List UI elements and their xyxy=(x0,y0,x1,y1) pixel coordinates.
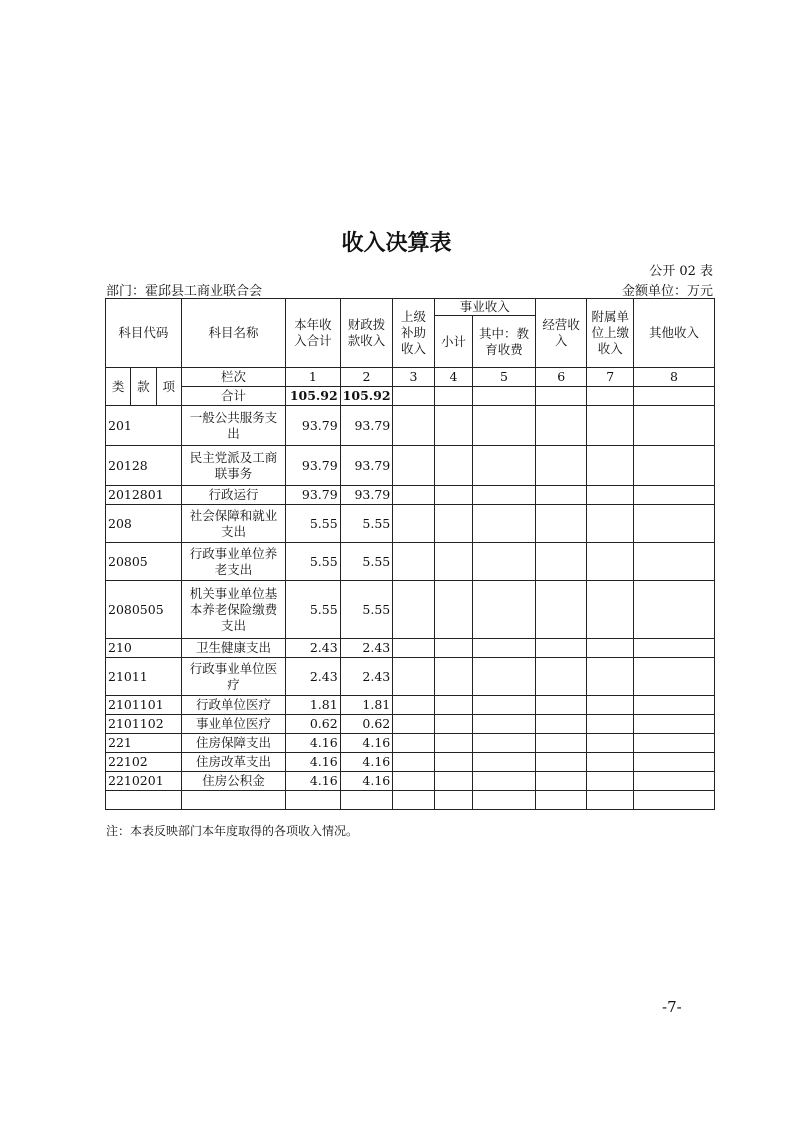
unit-label: 金额单位：万元 xyxy=(621,284,713,299)
row-total: 4.16 xyxy=(286,753,341,772)
empty-cell xyxy=(634,658,715,696)
empty-cell xyxy=(434,446,472,486)
row-total: 4.16 xyxy=(286,734,341,753)
empty-cell xyxy=(634,543,715,581)
empty-cell xyxy=(587,753,634,772)
empty-cell xyxy=(473,505,536,543)
empty-cell xyxy=(587,543,634,581)
empty-cell xyxy=(434,505,472,543)
row-total: 4.16 xyxy=(286,772,341,791)
row-fiscal: 4.16 xyxy=(340,753,393,772)
table-row xyxy=(106,715,715,734)
col-number: 3 xyxy=(393,368,434,387)
row-code: 21011 xyxy=(106,658,182,696)
row-fiscal: 93.79 xyxy=(340,406,393,446)
footnote: 注：本表反映部门本年度取得的各项收入情况。 xyxy=(106,824,359,838)
row-name: 住房改革支出 xyxy=(181,753,285,772)
row-total: 93.79 xyxy=(286,446,341,486)
empty-cell xyxy=(587,772,634,791)
row-total: 2.43 xyxy=(286,658,341,696)
row-code: 210 xyxy=(106,639,182,658)
row-code: 20128 xyxy=(106,446,182,486)
row-fiscal: 5.55 xyxy=(340,581,393,639)
col-number: 8 xyxy=(634,368,715,387)
empty-cell xyxy=(393,581,434,639)
col-number: 5 xyxy=(473,368,536,387)
row-fiscal: 4.16 xyxy=(340,772,393,791)
row-total: 1.81 xyxy=(286,696,341,715)
row-fiscal: 2.43 xyxy=(340,639,393,658)
empty-cell xyxy=(587,658,634,696)
empty-cell xyxy=(393,543,434,581)
table-row xyxy=(106,772,715,791)
row-name: 机关事业单位基本养老保险缴费支出 xyxy=(181,581,285,639)
empty-cell xyxy=(434,696,472,715)
empty-cell xyxy=(587,639,634,658)
header-business: 事业收入 xyxy=(434,299,535,316)
row-total: 2.43 xyxy=(286,639,341,658)
empty-cell xyxy=(434,486,472,505)
empty-cell xyxy=(393,658,434,696)
table-row xyxy=(106,753,715,772)
empty-cell xyxy=(634,696,715,715)
table-row xyxy=(106,639,715,658)
empty-cell xyxy=(473,406,536,446)
row-name: 行政运行 xyxy=(181,486,285,505)
header-lanci: 栏次 xyxy=(181,368,285,387)
empty-cell xyxy=(535,734,587,753)
empty-cell xyxy=(434,715,472,734)
row-total: 5.55 xyxy=(286,543,341,581)
page-title: 收入决算表 xyxy=(341,231,452,256)
empty-cell xyxy=(634,772,715,791)
empty-cell xyxy=(587,715,634,734)
col-number: 1 xyxy=(286,368,341,387)
table-row xyxy=(106,581,715,639)
empty-cell xyxy=(393,753,434,772)
empty-cell xyxy=(634,581,715,639)
row-code: 2101102 xyxy=(106,715,182,734)
empty-cell xyxy=(473,639,536,658)
row-fiscal: 4.16 xyxy=(340,734,393,753)
row-fiscal: 2.43 xyxy=(340,658,393,696)
row-name: 住房保障支出 xyxy=(181,734,285,753)
empty-cell xyxy=(587,696,634,715)
row-name: 行政单位医疗 xyxy=(181,696,285,715)
row-name: 社会保障和就业支出 xyxy=(181,505,285,543)
empty-cell xyxy=(587,406,634,446)
empty-cell xyxy=(535,715,587,734)
row-code: 20805 xyxy=(106,543,182,581)
empty-cell xyxy=(393,446,434,486)
row-fiscal: 0.62 xyxy=(340,715,393,734)
total-label: 合计 xyxy=(181,387,285,406)
table-row xyxy=(106,446,715,486)
empty-cell xyxy=(434,658,472,696)
row-code: 2210201 xyxy=(106,772,182,791)
empty-cell xyxy=(634,753,715,772)
header-business-subtotal: 小计 xyxy=(434,316,472,368)
header-code: 科目代码 xyxy=(106,299,182,368)
empty-cell xyxy=(634,446,715,486)
header-name: 科目名称 xyxy=(181,299,285,368)
row-name: 行政事业单位医疗 xyxy=(181,658,285,696)
empty-cell xyxy=(393,715,434,734)
row-fiscal: 5.55 xyxy=(340,505,393,543)
row-code: 22102 xyxy=(106,753,182,772)
row-fiscal: 5.55 xyxy=(340,543,393,581)
empty-cell xyxy=(634,505,715,543)
empty-cell xyxy=(535,772,587,791)
row-fiscal: 93.79 xyxy=(340,446,393,486)
total-row xyxy=(106,387,715,406)
empty-cell xyxy=(473,715,536,734)
empty-cell xyxy=(434,581,472,639)
empty-cell xyxy=(434,543,472,581)
table-row xyxy=(106,505,715,543)
empty-cell xyxy=(473,486,536,505)
empty-cell xyxy=(634,734,715,753)
table-row xyxy=(106,658,715,696)
page-number: -7- xyxy=(662,998,682,1016)
table-row xyxy=(106,486,715,505)
header-kuan: 款 xyxy=(131,368,156,406)
empty-cell xyxy=(473,734,536,753)
empty-cell xyxy=(434,639,472,658)
col-number: 2 xyxy=(340,368,393,387)
header-affiliated: 附属单位上缴收入 xyxy=(587,299,634,368)
row-total: 5.55 xyxy=(286,581,341,639)
empty-cell xyxy=(535,753,587,772)
empty-cell xyxy=(634,406,715,446)
row-code: 221 xyxy=(106,734,182,753)
empty-cell xyxy=(634,639,715,658)
empty-cell xyxy=(473,696,536,715)
empty-cell xyxy=(535,505,587,543)
empty-cell xyxy=(393,772,434,791)
empty-cell xyxy=(393,639,434,658)
empty-cell xyxy=(535,406,587,446)
row-code: 201 xyxy=(106,406,182,446)
row-name: 一般公共服务支出 xyxy=(181,406,285,446)
empty-cell xyxy=(434,753,472,772)
row-name: 行政事业单位养老支出 xyxy=(181,543,285,581)
empty-cell xyxy=(393,505,434,543)
header-xiang: 项 xyxy=(156,368,181,406)
row-fiscal: 93.79 xyxy=(340,486,393,505)
empty-cell xyxy=(587,505,634,543)
header-operating: 经营收入 xyxy=(535,299,587,368)
total-income: 105.92 xyxy=(286,387,341,406)
empty-cell xyxy=(473,543,536,581)
row-name: 卫生健康支出 xyxy=(181,639,285,658)
empty-cell xyxy=(535,581,587,639)
empty-cell xyxy=(587,446,634,486)
row-total: 5.55 xyxy=(286,505,341,543)
empty-cell xyxy=(393,486,434,505)
empty-cell xyxy=(634,715,715,734)
income-table xyxy=(105,298,715,810)
empty-cell xyxy=(393,734,434,753)
empty-cell xyxy=(473,658,536,696)
col-number: 6 xyxy=(535,368,587,387)
table-row xyxy=(106,406,715,446)
empty-cell xyxy=(473,446,536,486)
empty-cell xyxy=(535,696,587,715)
table-row xyxy=(106,696,715,715)
header-superior: 上级补助收入 xyxy=(393,299,434,368)
row-total: 93.79 xyxy=(286,406,341,446)
row-code: 2080505 xyxy=(106,581,182,639)
row-fiscal: 1.81 xyxy=(340,696,393,715)
form-number: 公开 02 表 xyxy=(649,264,713,279)
table-row xyxy=(106,734,715,753)
header-lei: 类 xyxy=(106,368,131,406)
header-fiscal: 财政拨款收入 xyxy=(340,299,393,368)
empty-cell xyxy=(473,772,536,791)
row-name: 住房公积金 xyxy=(181,772,285,791)
empty-cell xyxy=(473,753,536,772)
department-label: 部门：霍邱县工商业联合会 xyxy=(106,284,263,299)
empty-cell xyxy=(535,486,587,505)
header-business-edu: 其中：教育收费 xyxy=(473,316,536,368)
empty-cell xyxy=(393,696,434,715)
col-number: 7 xyxy=(587,368,634,387)
row-total: 93.79 xyxy=(286,486,341,505)
row-code: 2012801 xyxy=(106,486,182,505)
blank-row xyxy=(106,791,715,810)
row-name: 事业单位医疗 xyxy=(181,715,285,734)
empty-cell xyxy=(434,406,472,446)
total-fiscal: 105.92 xyxy=(340,387,393,406)
empty-cell xyxy=(535,639,587,658)
col-number: 4 xyxy=(434,368,472,387)
empty-cell xyxy=(393,406,434,446)
empty-cell xyxy=(587,581,634,639)
empty-cell xyxy=(434,734,472,753)
empty-cell xyxy=(535,658,587,696)
header-other: 其他收入 xyxy=(634,299,715,368)
row-code: 208 xyxy=(106,505,182,543)
empty-cell xyxy=(535,446,587,486)
empty-cell xyxy=(587,734,634,753)
empty-cell xyxy=(535,543,587,581)
row-code: 2101101 xyxy=(106,696,182,715)
empty-cell xyxy=(434,772,472,791)
table-row xyxy=(106,543,715,581)
row-total: 0.62 xyxy=(286,715,341,734)
empty-cell xyxy=(587,486,634,505)
row-name: 民主党派及工商联事务 xyxy=(181,446,285,486)
empty-cell xyxy=(473,581,536,639)
empty-cell xyxy=(634,486,715,505)
header-total: 本年收入合计 xyxy=(286,299,341,368)
